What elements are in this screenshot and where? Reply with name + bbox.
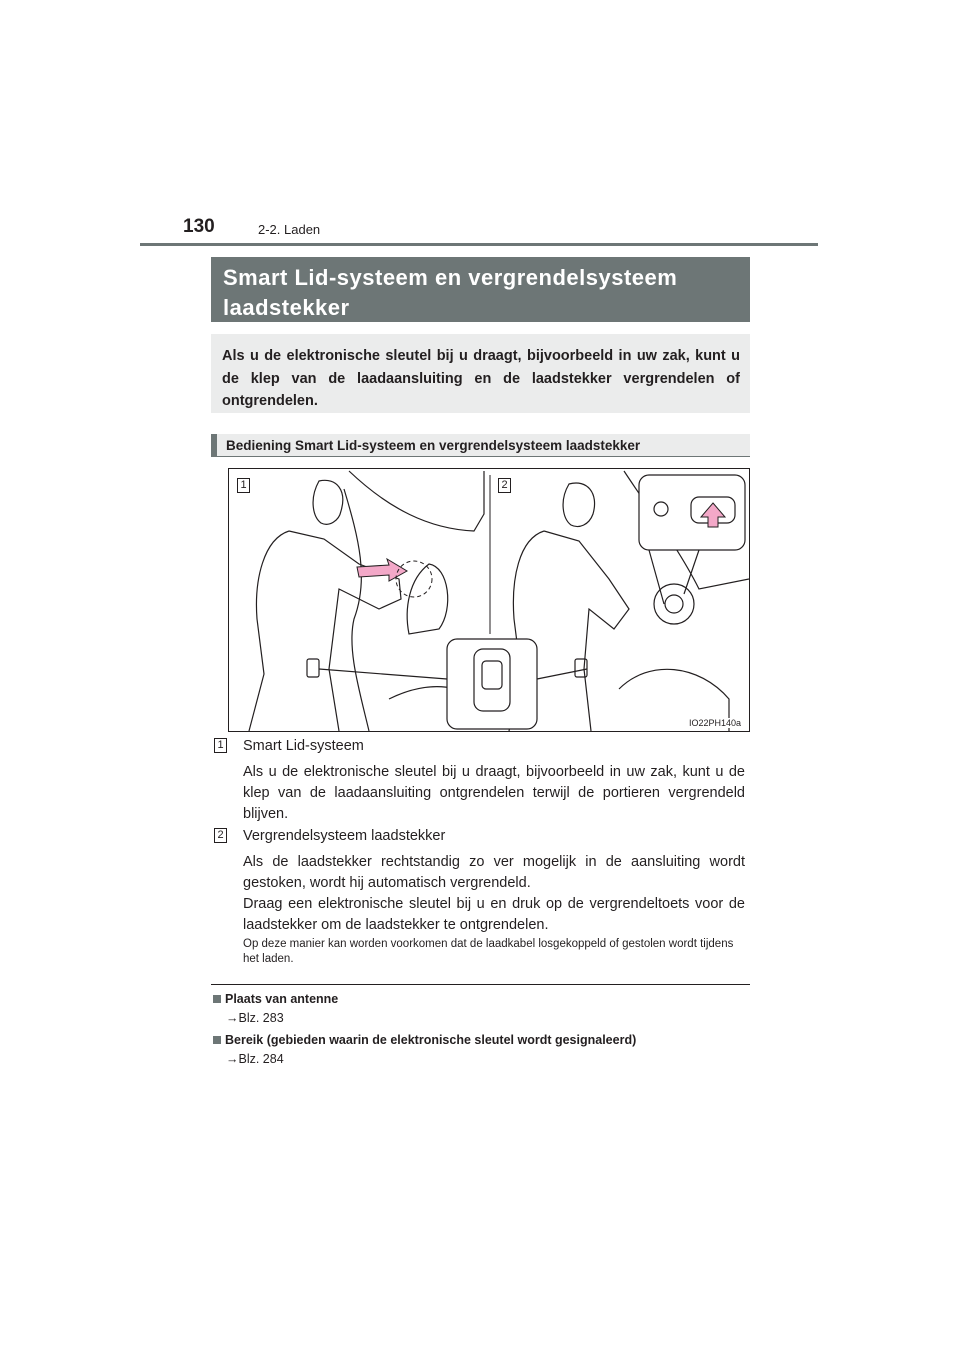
square-bullet-icon [213, 1036, 221, 1044]
page-title-line2: laadstekker [223, 295, 350, 320]
person-body-left [249, 531, 401, 731]
person-head-right [563, 483, 594, 527]
charge-lid-icon [407, 564, 448, 634]
inset-key-panel [447, 639, 537, 729]
section-label: 2-2. Laden [258, 222, 321, 237]
bullet-antenna-ref[interactable]: →Blz. 283 [226, 1011, 284, 1025]
illustration-drawing [229, 469, 749, 731]
square-bullet-icon [213, 995, 221, 1003]
callout-1: 1 [237, 478, 250, 493]
figure-code: IO22PH140a [688, 718, 741, 728]
page-title-line1: Smart Lid-systeem en vergrendelsysteem [223, 265, 678, 290]
bullet-antenna-label: Plaats van antenne [225, 992, 339, 1006]
bullet-antenna-title [213, 992, 338, 1006]
key-in-pocket-left [307, 659, 319, 677]
item-2-body-1: Als de laadstekker rechtstandig zo ver mogelijk in de aansluiting wordt gestoken, wordt hij automatisch vergrendeld. [243, 854, 745, 891]
divider [211, 984, 750, 985]
item-1-title: Smart Lid-systeem [243, 738, 364, 754]
header-rule [140, 243, 818, 246]
subsection-title: Bediening Smart Lid-systeem en vergrendelsysteem laadstekker [211, 434, 750, 457]
item-1-number: 1 [214, 738, 227, 753]
page-number: 130 [183, 216, 215, 237]
bullet-range-label: Bereik (gebieden waarin de elektronische sleutel wordt gesignaleerd) [225, 1033, 637, 1047]
callout-2: 2 [498, 478, 511, 493]
person-head-left [313, 480, 343, 524]
intro-text: Als u de elektronische sleutel bij u draagt, bijvoorbeeld in uw zak, kunt u de klep van de laadaansluiting en de laadstekker vergrendelen of ontgrendelen. [211, 334, 750, 413]
illustration [228, 468, 750, 732]
bullet-range-ref[interactable]: →Blz. 284 [226, 1052, 284, 1066]
item-1-body: Als u de elektronische sleutel bij u draagt, bijvoorbeeld in uw zak, kunt u de klep van de laadaansluiting ontgrendelen terwijl de portieren vergrendeld blijven. [243, 764, 745, 822]
item-2-number: 2 [214, 828, 227, 843]
car-body-left [349, 471, 484, 531]
item-2-body-2: Draag een elektronische sleutel bij u en druk op de vergrendeltoets voor de laadstekker om de laadstekker te ontgrendelen. [243, 896, 745, 933]
item-2-title: Vergrendelsysteem laadstekker [243, 828, 446, 844]
page-title [211, 257, 750, 322]
bullet-range-title [213, 1033, 636, 1047]
item-2-note: Op deze manier kan worden voorkomen dat de laadkabel losgekoppeld of gestolen wordt tijdens het laden. [243, 938, 734, 965]
press-arrow-icon [357, 559, 407, 581]
